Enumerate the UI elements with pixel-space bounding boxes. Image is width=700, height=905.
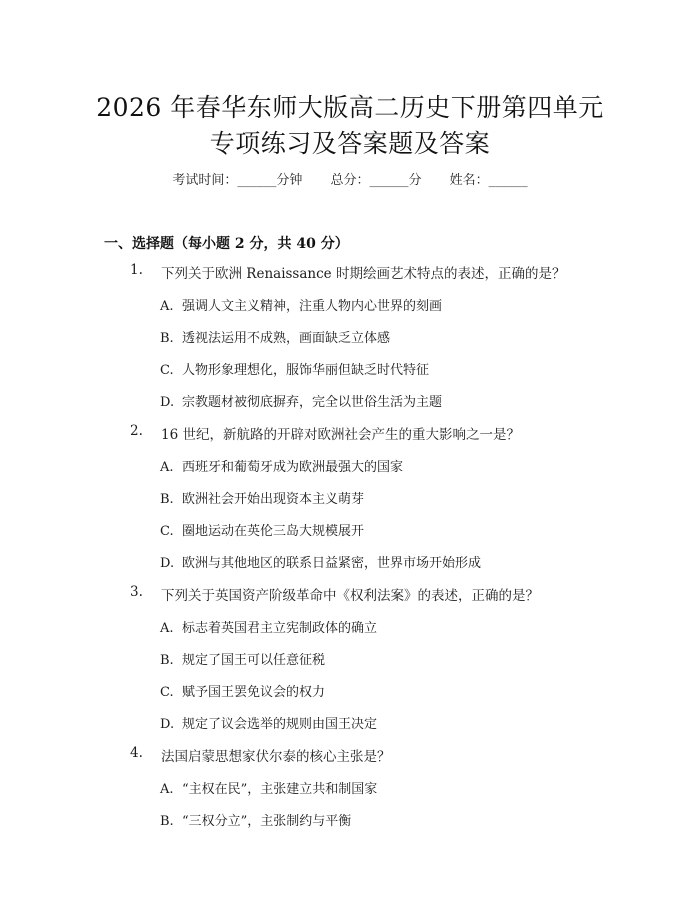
answer-option xyxy=(160,327,390,346)
question-number: 4. xyxy=(130,745,143,761)
answer-option xyxy=(160,456,403,475)
option-letter: B. xyxy=(160,653,174,668)
question-text: 下列关于英国资产阶级革命中《权利法案》的表述，正确的是？ xyxy=(161,588,539,604)
option-letter: C. xyxy=(160,524,174,539)
question-text: 下列关于欧洲 Renaissance 时期绘画艺术特点的表述，正确的是？ xyxy=(161,266,566,282)
option-text: 强调人文主义精神，注重人物内心世界的刻画 xyxy=(182,299,443,314)
question-number: 3. xyxy=(130,584,143,600)
option-letter: A. xyxy=(160,621,174,636)
question-text: 法国启蒙思想家伏尔泰的核心主张是？ xyxy=(161,749,391,765)
answer-option xyxy=(160,649,325,668)
option-letter: A. xyxy=(160,299,174,314)
option-letter: D. xyxy=(160,556,175,571)
option-text: 规定了议会选举的规则由国王决定 xyxy=(182,717,378,732)
answer-option xyxy=(160,359,429,378)
question-number: 2. xyxy=(130,423,143,439)
answer-option xyxy=(160,520,364,539)
student-name-field: 姓名：______ xyxy=(449,173,528,188)
option-text: 欧洲与其他地区的联系日益紧密，世界市场开始形成 xyxy=(182,556,482,571)
answer-option xyxy=(160,617,377,636)
question-number: 1. xyxy=(130,262,143,278)
option-text: 赋予国王罢免议会的权力 xyxy=(182,685,326,700)
document-title-line-2: 专项练习及答案题及答案 xyxy=(209,129,491,158)
document-title-line-1: 2026 年春华东师大版高二历史下册第四单元 xyxy=(96,93,604,122)
answer-option xyxy=(160,552,481,571)
answer-option xyxy=(160,778,377,797)
option-text: 圈地运动在英伦三岛大规模展开 xyxy=(182,524,365,539)
option-letter: B. xyxy=(160,331,174,346)
option-text: 人物形象理想化，服饰华丽但缺乏时代特征 xyxy=(182,363,430,378)
exam-info-row xyxy=(0,169,700,188)
option-letter: D. xyxy=(160,717,175,732)
option-text: 透视法运用不成熟，画面缺乏立体感 xyxy=(182,331,391,346)
option-text: 西班牙和葡萄牙成为欧洲最强大的国家 xyxy=(182,460,404,475)
answer-option xyxy=(160,713,377,732)
option-text: 规定了国王可以任意征税 xyxy=(182,653,326,668)
answer-option xyxy=(160,681,325,700)
option-text: 标志着英国君主立宪制政体的确立 xyxy=(182,621,378,636)
option-letter: C. xyxy=(160,363,174,378)
option-letter: A. xyxy=(160,460,174,475)
total-score-field: 总分：______分 xyxy=(330,173,422,188)
option-letter: A. xyxy=(160,782,174,797)
answer-option xyxy=(160,810,351,829)
section-heading: 一、选择题（每小题 2 分，共 40 分） xyxy=(104,236,349,252)
option-text: “三权分立”，主张制约与平衡 xyxy=(182,814,352,829)
answer-option xyxy=(160,295,442,314)
option-text: 欧洲社会开始出现资本主义萌芽 xyxy=(182,492,365,507)
exam-time-field: 考试时间：______分钟 xyxy=(172,173,303,188)
question-text: 16 世纪，新航路的开辟对欧洲社会产生的重大影响之一是？ xyxy=(161,427,520,443)
answer-option xyxy=(160,391,442,410)
option-text: 宗教题材被彻底摒弃，完全以世俗生活为主题 xyxy=(182,395,443,410)
option-letter: C. xyxy=(160,685,174,700)
option-text: “主权在民”，主张建立共和制国家 xyxy=(182,782,378,797)
option-letter: B. xyxy=(160,492,174,507)
option-letter: B. xyxy=(160,814,174,829)
option-letter: D. xyxy=(160,395,175,410)
answer-option xyxy=(160,488,364,507)
